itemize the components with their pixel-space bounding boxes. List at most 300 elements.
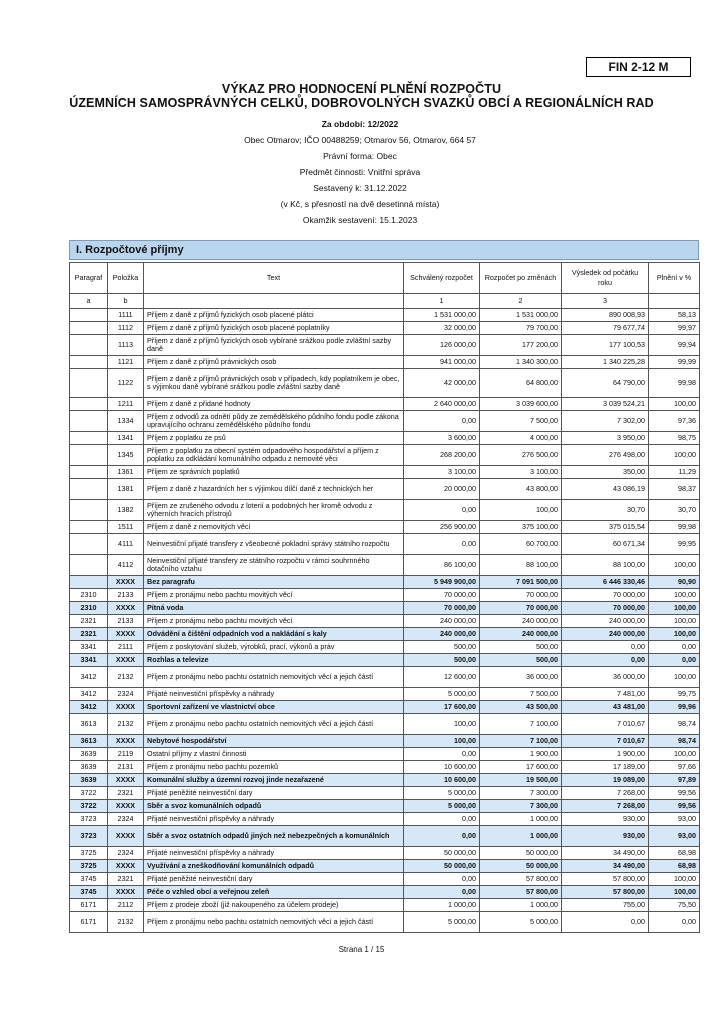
paragraf-cell: 3412: [70, 667, 108, 688]
paragraf-cell: [70, 500, 108, 521]
polozka-cell: XXXX: [108, 735, 144, 748]
po-zmenach-cell: 57 800,00: [480, 873, 562, 886]
text-cell: Příjem z daně z příjmů právnických osob v případech, kdy poplatníkem je obec, s výjimkou daně vybírané srážkou podle zvláštní sazby daně: [144, 369, 404, 398]
text-cell: Příjem z pronájmu nebo pachtu movitých věcí: [144, 589, 404, 602]
po-zmenach-cell: 276 500,00: [480, 445, 562, 466]
polozka-cell: 1334: [108, 411, 144, 432]
text-cell: Přijaté peněžité neinvestiční dary: [144, 873, 404, 886]
table-row: [70, 432, 700, 445]
text-cell: Přijaté neinvestiční příspěvky a náhrady: [144, 813, 404, 826]
vysledek-cell: 1 340 225,28: [562, 356, 649, 369]
col-po-zmenach: Rozpočet po změnách: [480, 263, 562, 294]
plneni-cell: 100,00: [649, 445, 700, 466]
paragraf-cell: 3725: [70, 847, 108, 860]
schvaleny-cell: 5 000,00: [404, 787, 480, 800]
subtotal-row: [70, 628, 700, 641]
vysledek-cell: 177 100,53: [562, 335, 649, 356]
paragraf-cell: [70, 479, 108, 500]
vysledek-cell: 890 008,93: [562, 309, 649, 322]
text-cell: Pitná voda: [144, 602, 404, 615]
table-row: [70, 369, 700, 398]
table-row: [70, 398, 700, 411]
plneni-cell: 100,00: [649, 615, 700, 628]
plneni-cell: 97,36: [649, 411, 700, 432]
paragraf-cell: 3745: [70, 886, 108, 899]
schvaleny-cell: 268 200,00: [404, 445, 480, 466]
index-cell: [649, 294, 700, 309]
paragraf-cell: 3412: [70, 688, 108, 701]
schvaleny-cell: 941 000,00: [404, 356, 480, 369]
schvaleny-cell: 0,00: [404, 411, 480, 432]
plneni-cell: 98,74: [649, 714, 700, 735]
schvaleny-cell: 5 949 900,00: [404, 576, 480, 589]
paragraf-cell: [70, 534, 108, 555]
text-cell: Přijaté neinvestiční příspěvky a náhrady: [144, 688, 404, 701]
text-cell: Ostatní příjmy z vlastní činnosti: [144, 748, 404, 761]
plneni-cell: 98,74: [649, 735, 700, 748]
text-cell: Nebytové hospodářství: [144, 735, 404, 748]
table-row: [70, 912, 700, 933]
paragraf-cell: [70, 466, 108, 479]
vysledek-cell: 350,00: [562, 466, 649, 479]
paragraf-cell: 2310: [70, 602, 108, 615]
paragraf-cell: [70, 309, 108, 322]
plneni-cell: 97,66: [649, 761, 700, 774]
subtotal-row: [70, 800, 700, 813]
text-cell: Příjem ze zrušeného odvodu z loterií a podobných her kromě odvodu z výherních hracích přístrojů: [144, 500, 404, 521]
vysledek-cell: 240 000,00: [562, 628, 649, 641]
plneni-cell: 97,89: [649, 774, 700, 787]
table-row: [70, 847, 700, 860]
paragraf-cell: 3722: [70, 787, 108, 800]
polozka-cell: 2321: [108, 873, 144, 886]
po-zmenach-cell: 3 039 600,00: [480, 398, 562, 411]
text-cell: Příjem z poskytování služeb, výrobků, prací, výkonů a práv: [144, 641, 404, 654]
table-row: [70, 873, 700, 886]
table-index-row: [70, 294, 700, 309]
table-row: [70, 335, 700, 356]
table-header-row: [70, 263, 700, 294]
po-zmenach-cell: 500,00: [480, 654, 562, 667]
polozka-cell: XXXX: [108, 860, 144, 873]
plneni-cell: 99,56: [649, 800, 700, 813]
index-cell: 1: [404, 294, 480, 309]
paragraf-cell: 3412: [70, 701, 108, 714]
paragraf-cell: 3613: [70, 735, 108, 748]
table-row: [70, 813, 700, 826]
vysledek-cell: 930,00: [562, 826, 649, 847]
po-zmenach-cell: 79 700,00: [480, 322, 562, 335]
schvaleny-cell: 256 900,00: [404, 521, 480, 534]
report-meta: [150, 116, 570, 228]
polozka-cell: 1111: [108, 309, 144, 322]
polozka-cell: 1345: [108, 445, 144, 466]
paragraf-cell: 2321: [70, 628, 108, 641]
text-cell: Přijaté peněžité neinvestiční dary: [144, 787, 404, 800]
schvaleny-cell: 5 000,00: [404, 688, 480, 701]
polozka-cell: 2133: [108, 615, 144, 628]
po-zmenach-cell: 7 300,00: [480, 787, 562, 800]
schvaleny-cell: 0,00: [404, 748, 480, 761]
subtotal-row: [70, 826, 700, 847]
table-row: [70, 521, 700, 534]
vysledek-cell: 17 189,00: [562, 761, 649, 774]
plneni-cell: 99,96: [649, 701, 700, 714]
plneni-cell: 93,00: [649, 813, 700, 826]
schvaleny-cell: 1 531 000,00: [404, 309, 480, 322]
index-cell: [144, 294, 404, 309]
text-cell: Péče o vzhled obcí a veřejnou zeleň: [144, 886, 404, 899]
table-row: [70, 356, 700, 369]
schvaleny-cell: 50 000,00: [404, 847, 480, 860]
schvaleny-cell: 500,00: [404, 654, 480, 667]
polozka-cell: 1112: [108, 322, 144, 335]
vysledek-cell: 0,00: [562, 654, 649, 667]
polozka-cell: 1121: [108, 356, 144, 369]
vysledek-cell: 0,00: [562, 912, 649, 933]
polozka-cell: 1382: [108, 500, 144, 521]
table-row: [70, 748, 700, 761]
table-row: [70, 615, 700, 628]
po-zmenach-cell: 57 800,00: [480, 886, 562, 899]
schvaleny-cell: 70 000,00: [404, 602, 480, 615]
report-title-line2: ÚZEMNÍCH SAMOSPRÁVNÝCH CELKŮ, DOBROVOLNÝCH SVAZKŮ OBCÍ A REGIONÁLNÍCH RAD: [69, 96, 654, 110]
schvaleny-cell: 50 000,00: [404, 860, 480, 873]
vysledek-cell: 60 671,34: [562, 534, 649, 555]
schvaleny-cell: 0,00: [404, 826, 480, 847]
compiled-at: Okamžik sestavení: 15.1.2023: [302, 215, 418, 225]
po-zmenach-cell: 19 500,00: [480, 774, 562, 787]
paragraf-cell: 3723: [70, 826, 108, 847]
subtotal-row: [70, 602, 700, 615]
table-row: [70, 322, 700, 335]
paragraf-cell: [70, 398, 108, 411]
polozka-cell: 2321: [108, 787, 144, 800]
table-row: [70, 589, 700, 602]
po-zmenach-cell: 100,00: [480, 500, 562, 521]
po-zmenach-cell: 1 000,00: [480, 826, 562, 847]
text-cell: Sportovní zařízení ve vlastnictví obce: [144, 701, 404, 714]
po-zmenach-cell: 7 100,00: [480, 735, 562, 748]
table-row: [70, 500, 700, 521]
text-cell: Příjem z daně z příjmů fyzických osob placené poplatníky: [144, 322, 404, 335]
plneni-cell: 99,98: [649, 521, 700, 534]
paragraf-cell: 3725: [70, 860, 108, 873]
text-cell: Neinvestiční přijaté transfery ze státního rozpočtu v rámci souhrnného dotačního vztahu: [144, 555, 404, 576]
schvaleny-cell: 1 000,00: [404, 899, 480, 912]
po-zmenach-cell: 1 900,00: [480, 748, 562, 761]
po-zmenach-cell: 5 000,00: [480, 912, 562, 933]
polozka-cell: XXXX: [108, 602, 144, 615]
paragraf-cell: [70, 369, 108, 398]
po-zmenach-cell: 36 000,00: [480, 667, 562, 688]
paragraf-cell: 3639: [70, 748, 108, 761]
polozka-cell: 2133: [108, 589, 144, 602]
units-note: (v Kč, s přesností na dvě desetinná místa): [280, 199, 440, 209]
paragraf-cell: 2321: [70, 615, 108, 628]
schvaleny-cell: 3 100,00: [404, 466, 480, 479]
text-cell: Příjem z pronájmu nebo pachtu pozemků: [144, 761, 404, 774]
table-row: [70, 641, 700, 654]
plneni-cell: 30,70: [649, 500, 700, 521]
po-zmenach-cell: 7 500,00: [480, 688, 562, 701]
text-cell: Příjem z daně z příjmů fyzických osob vybírané srážkou podle zvláštní sazby daně: [144, 335, 404, 356]
polozka-cell: 1113: [108, 335, 144, 356]
text-cell: Neinvestiční přijaté transfery z všeobecné pokladní správy státního rozpočtu: [144, 534, 404, 555]
schvaleny-cell: 0,00: [404, 500, 480, 521]
plneni-cell: 100,00: [649, 602, 700, 615]
polozka-cell: XXXX: [108, 774, 144, 787]
vysledek-cell: 36 000,00: [562, 667, 649, 688]
table-row: [70, 787, 700, 800]
polozka-cell: XXXX: [108, 886, 144, 899]
schvaleny-cell: 32 000,00: [404, 322, 480, 335]
polozka-cell: 4111: [108, 534, 144, 555]
po-zmenach-cell: 375 100,00: [480, 521, 562, 534]
vysledek-cell: 7 010,67: [562, 735, 649, 748]
vysledek-cell: 70 000,00: [562, 602, 649, 615]
text-cell: Odvádění a čištění odpadních vod a nakládání s kaly: [144, 628, 404, 641]
polozka-cell: 2324: [108, 688, 144, 701]
vysledek-cell: 7 268,00: [562, 787, 649, 800]
polozka-cell: XXXX: [108, 654, 144, 667]
vysledek-cell: 43 481,00: [562, 701, 649, 714]
po-zmenach-cell: 50 000,00: [480, 860, 562, 873]
polozka-cell: 2112: [108, 899, 144, 912]
po-zmenach-cell: 1 000,00: [480, 813, 562, 826]
table-body: [70, 309, 700, 933]
text-cell: Využívání a zneškodňování komunálních odpadů: [144, 860, 404, 873]
paragraf-cell: 2310: [70, 589, 108, 602]
schvaleny-cell: 100,00: [404, 714, 480, 735]
plneni-cell: 75,50: [649, 899, 700, 912]
po-zmenach-cell: 50 000,00: [480, 847, 562, 860]
schvaleny-cell: 0,00: [404, 873, 480, 886]
polozka-cell: XXXX: [108, 800, 144, 813]
polozka-cell: XXXX: [108, 701, 144, 714]
plneni-cell: 99,75: [649, 688, 700, 701]
col-polozka: Položka: [108, 263, 144, 294]
paragraf-cell: [70, 576, 108, 589]
po-zmenach-cell: 64 800,00: [480, 369, 562, 398]
paragraf-cell: 6171: [70, 912, 108, 933]
schvaleny-cell: 20 000,00: [404, 479, 480, 500]
paragraf-cell: [70, 521, 108, 534]
po-zmenach-cell: 1 531 000,00: [480, 309, 562, 322]
text-cell: Bez paragrafu: [144, 576, 404, 589]
legal-form: Právní forma: Obec: [323, 151, 397, 161]
table-row: [70, 534, 700, 555]
subtotal-row: [70, 576, 700, 589]
vysledek-cell: 0,00: [562, 641, 649, 654]
plneni-cell: 90,90: [649, 576, 700, 589]
schvaleny-cell: 100,00: [404, 735, 480, 748]
po-zmenach-cell: 240 000,00: [480, 628, 562, 641]
paragraf-cell: [70, 432, 108, 445]
vysledek-cell: 64 790,00: [562, 369, 649, 398]
plneni-cell: 100,00: [649, 628, 700, 641]
plneni-cell: 0,00: [649, 641, 700, 654]
text-cell: Příjem z poplatku za obecní systém odpadového hospodářství a příjem z poplatku za odkládání komunálního odpadu z nemovité věci: [144, 445, 404, 466]
text-cell: Příjem z daně z nemovitých věcí: [144, 521, 404, 534]
schvaleny-cell: 42 000,00: [404, 369, 480, 398]
po-zmenach-cell: 88 100,00: [480, 555, 562, 576]
schvaleny-cell: 240 000,00: [404, 615, 480, 628]
po-zmenach-cell: 7 091 500,00: [480, 576, 562, 589]
po-zmenach-cell: 43 500,00: [480, 701, 562, 714]
vysledek-cell: 79 677,74: [562, 322, 649, 335]
text-cell: Příjem z pronájmu nebo pachtu movitých věcí: [144, 615, 404, 628]
period: Za období: 12/2022: [321, 119, 399, 129]
po-zmenach-cell: 1 000,00: [480, 899, 562, 912]
vysledek-cell: 240 000,00: [562, 615, 649, 628]
schvaleny-cell: 70 000,00: [404, 589, 480, 602]
table-row: [70, 466, 700, 479]
text-cell: Příjem ze správních poplatků: [144, 466, 404, 479]
plneni-cell: 58,13: [649, 309, 700, 322]
plneni-cell: 100,00: [649, 873, 700, 886]
schvaleny-cell: 0,00: [404, 534, 480, 555]
text-cell: Přijaté neinvestiční příspěvky a náhrady: [144, 847, 404, 860]
plneni-cell: 98,75: [649, 432, 700, 445]
po-zmenach-cell: 17 600,00: [480, 761, 562, 774]
text-cell: Příjem z pronájmu nebo pachtu ostatních nemovitých věcí a jejich částí: [144, 912, 404, 933]
vysledek-cell: 34 490,00: [562, 847, 649, 860]
vysledek-cell: 19 089,00: [562, 774, 649, 787]
polozka-cell: 2119: [108, 748, 144, 761]
vysledek-cell: 57 800,00: [562, 873, 649, 886]
report-title-line1: VÝKAZ PRO HODNOCENÍ PLNĚNÍ ROZPOČTU: [221, 82, 502, 96]
paragraf-cell: 3639: [70, 761, 108, 774]
polozka-cell: 2111: [108, 641, 144, 654]
polozka-cell: 2132: [108, 714, 144, 735]
polozka-cell: 1511: [108, 521, 144, 534]
schvaleny-cell: 10 600,00: [404, 774, 480, 787]
polozka-cell: 4112: [108, 555, 144, 576]
entity-info: Obec Otmarov; IČO 00488259; Otmarov 56, Otmarov, 664 57: [244, 135, 476, 145]
paragraf-cell: 3723: [70, 813, 108, 826]
text-cell: Příjem z daně z přidané hodnoty: [144, 398, 404, 411]
text-cell: Příjem z prodeje zboží (již nakoupeného za účelem prodeje): [144, 899, 404, 912]
vysledek-cell: 375 015,54: [562, 521, 649, 534]
schvaleny-cell: 12 600,00: [404, 667, 480, 688]
schvaleny-cell: 5 000,00: [404, 800, 480, 813]
po-zmenach-cell: 60 700,00: [480, 534, 562, 555]
index-cell: b: [108, 294, 144, 309]
po-zmenach-cell: 1 340 300,00: [480, 356, 562, 369]
polozka-cell: 1361: [108, 466, 144, 479]
plneni-cell: 0,00: [649, 654, 700, 667]
col-vysledek: Výsledek od počátku roku: [562, 263, 649, 294]
table-row: [70, 445, 700, 466]
paragraf-cell: [70, 555, 108, 576]
vysledek-cell: 7 010,67: [562, 714, 649, 735]
paragraf-cell: 6171: [70, 899, 108, 912]
paragraf-cell: [70, 322, 108, 335]
polozka-cell: XXXX: [108, 576, 144, 589]
polozka-cell: 2324: [108, 813, 144, 826]
po-zmenach-cell: 43 800,00: [480, 479, 562, 500]
subtotal-row: [70, 886, 700, 899]
po-zmenach-cell: 70 000,00: [480, 602, 562, 615]
po-zmenach-cell: 3 100,00: [480, 466, 562, 479]
plneni-cell: 100,00: [649, 748, 700, 761]
vysledek-cell: 3 950,00: [562, 432, 649, 445]
plneni-cell: 93,00: [649, 826, 700, 847]
table-row: [70, 667, 700, 688]
plneni-cell: 100,00: [649, 667, 700, 688]
text-cell: Sběr a svoz komunálních odpadů: [144, 800, 404, 813]
text-cell: Příjem z pronájmu nebo pachtu ostatních nemovitých věcí a jejich částí: [144, 714, 404, 735]
vysledek-cell: 1 900,00: [562, 748, 649, 761]
polozka-cell: 1122: [108, 369, 144, 398]
paragraf-cell: 3341: [70, 654, 108, 667]
paragraf-cell: [70, 411, 108, 432]
col-paragraf: Paragraf: [70, 263, 108, 294]
index-cell: 2: [480, 294, 562, 309]
subtotal-row: [70, 701, 700, 714]
table-row: [70, 411, 700, 432]
schvaleny-cell: 3 600,00: [404, 432, 480, 445]
page-number: Strana 1 / 15: [338, 945, 385, 954]
polozka-cell: 1211: [108, 398, 144, 411]
polozka-cell: 2132: [108, 667, 144, 688]
schvaleny-cell: 240 000,00: [404, 628, 480, 641]
plneni-cell: 0,00: [649, 912, 700, 933]
vysledek-cell: 6 446 330,46: [562, 576, 649, 589]
po-zmenach-cell: 7 500,00: [480, 411, 562, 432]
col-text: Text: [144, 263, 404, 294]
paragraf-cell: [70, 445, 108, 466]
vysledek-cell: 57 800,00: [562, 886, 649, 899]
plneni-cell: 11,29: [649, 466, 700, 479]
plneni-cell: 99,95: [649, 534, 700, 555]
paragraf-cell: [70, 335, 108, 356]
text-cell: Příjem z daně z příjmů právnických osob: [144, 356, 404, 369]
plneni-cell: 99,99: [649, 356, 700, 369]
vysledek-cell: 7 302,00: [562, 411, 649, 432]
form-code-box: FIN 2-12 M: [586, 57, 691, 77]
table-row: [70, 714, 700, 735]
po-zmenach-cell: 4 000,00: [480, 432, 562, 445]
vysledek-cell: 3 039 524,21: [562, 398, 649, 411]
col-plneni: Plnění v %: [649, 263, 700, 294]
plneni-cell: 99,97: [649, 322, 700, 335]
polozka-cell: 2131: [108, 761, 144, 774]
schvaleny-cell: 10 600,00: [404, 761, 480, 774]
po-zmenach-cell: 240 000,00: [480, 615, 562, 628]
schvaleny-cell: 86 100,00: [404, 555, 480, 576]
vysledek-cell: 755,00: [562, 899, 649, 912]
vysledek-cell: 70 000,00: [562, 589, 649, 602]
vysledek-cell: 30,70: [562, 500, 649, 521]
section-title: I. Rozpočtové příjmy: [69, 240, 699, 260]
table-row: [70, 688, 700, 701]
table-row: [70, 899, 700, 912]
po-zmenach-cell: 500,00: [480, 641, 562, 654]
activity: Předmět činnosti: Vnitřní správa: [299, 167, 421, 177]
subtotal-row: [70, 735, 700, 748]
plneni-cell: 68,98: [649, 860, 700, 873]
vysledek-cell: 7 268,00: [562, 800, 649, 813]
compiled-to: Sestavený k: 31.12.2022: [313, 183, 407, 193]
text-cell: Komunální služby a územní rozvoj jinde nezařazené: [144, 774, 404, 787]
text-cell: Příjem z daně z příjmů fyzických osob placené plátci: [144, 309, 404, 322]
plneni-cell: 68,98: [649, 847, 700, 860]
subtotal-row: [70, 860, 700, 873]
polozka-cell: XXXX: [108, 826, 144, 847]
text-cell: Rozhlas a televize: [144, 654, 404, 667]
